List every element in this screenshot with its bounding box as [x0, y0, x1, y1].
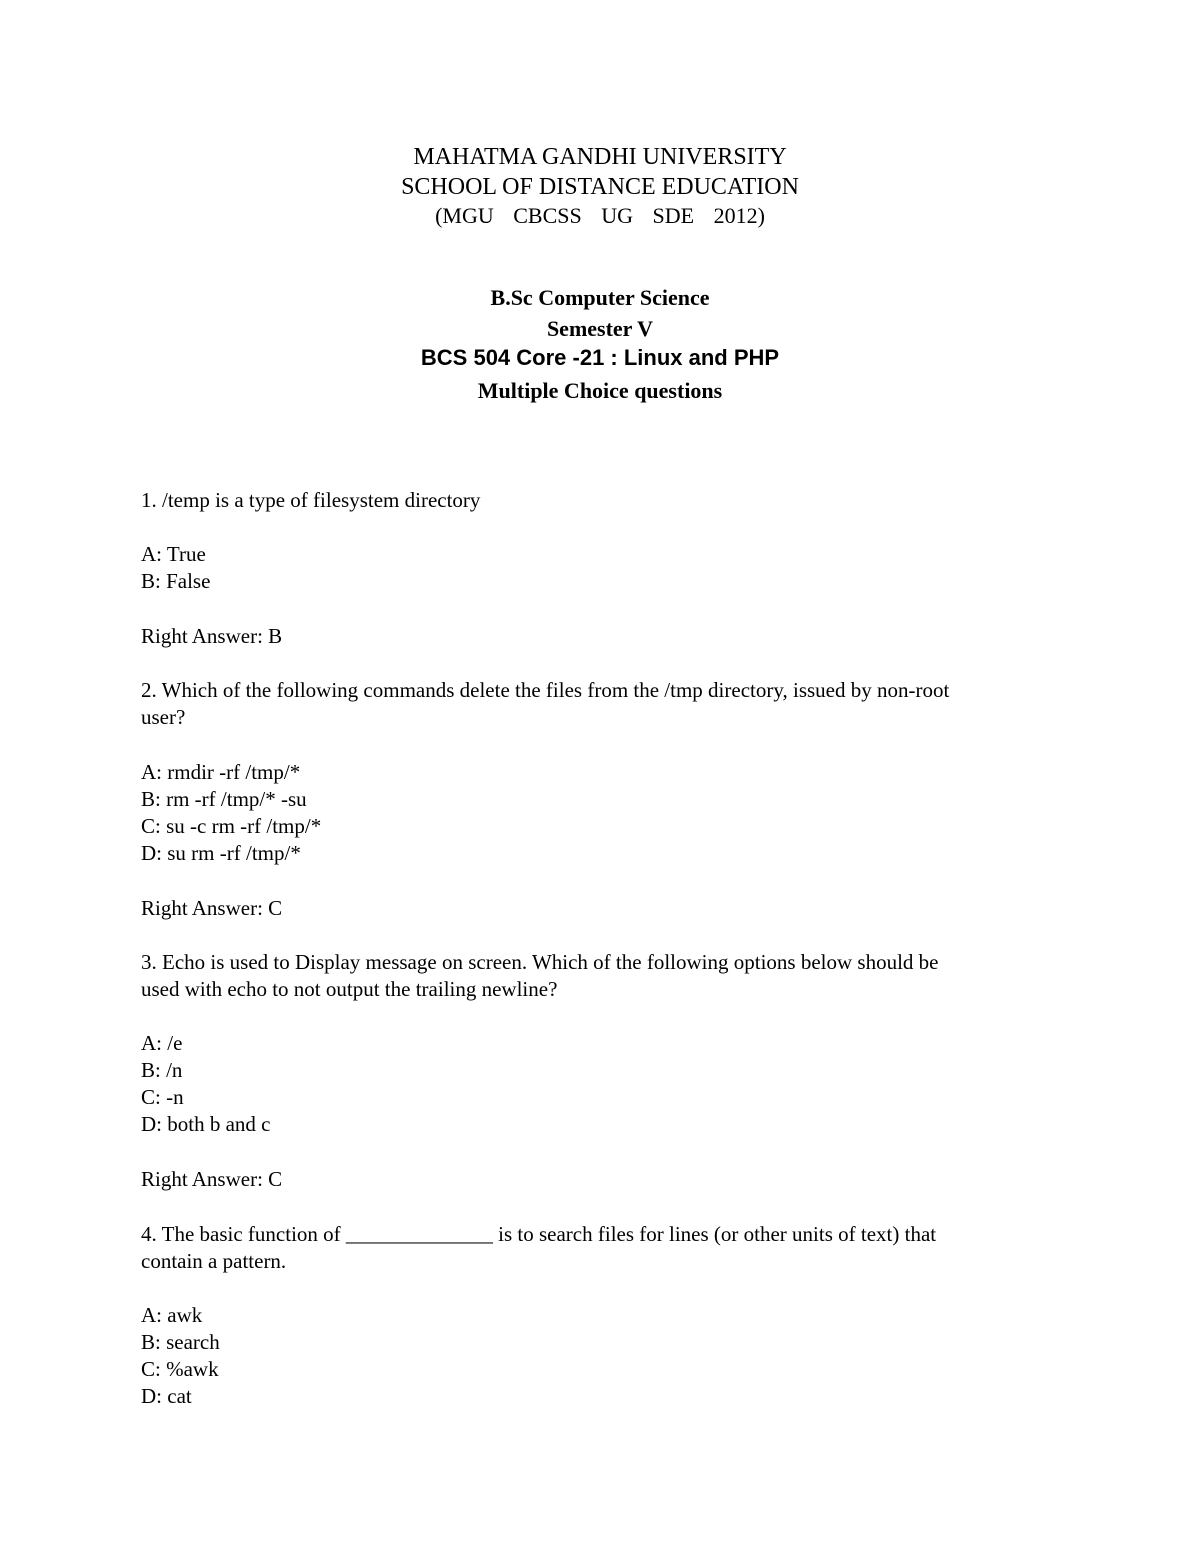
paper-type-title: Multiple Choice questions	[477, 378, 723, 403]
question-3-answer: Right Answer: C	[141, 1167, 283, 1191]
question-3-option-c: C: -n	[141, 1085, 184, 1109]
university-name: MAHATMA GANDHI UNIVERSITY	[413, 144, 787, 170]
question-1-stem: 1. /temp is a type of filesystem directory	[141, 488, 481, 512]
question-3-option-b: B: /n	[141, 1058, 183, 1082]
course-title: BCS 504 Core -21 : Linux and PHP	[420, 345, 780, 370]
question-2-stem-line-2: user?	[141, 705, 186, 729]
question-4-option-d: D: cat	[141, 1384, 192, 1408]
question-4-option-c: C: %awk	[141, 1357, 219, 1381]
question-4-option-b: B: search	[141, 1330, 220, 1354]
question-2-answer: Right Answer: C	[141, 896, 283, 920]
question-2-stem-line-1: 2. Which of the following commands delete the files from the /tmp directory, issued by non-root	[141, 678, 950, 702]
semester-title: Semester V	[546, 316, 654, 341]
question-2-option-d: D: su rm -rf /tmp/*	[141, 841, 301, 865]
question-1-option-a: A: True	[141, 542, 206, 566]
question-2-option-c: C: su -c rm -rf /tmp/*	[141, 814, 322, 838]
school-name: SCHOOL OF DISTANCE EDUCATION	[401, 174, 799, 200]
scheme-line: (MGU CBCSS UG SDE 2012)	[435, 203, 765, 228]
question-3-stem-line-1: 3. Echo is used to Display message on screen. Which of the following options below should be	[141, 950, 939, 974]
question-4-option-a: A: awk	[141, 1303, 203, 1327]
question-4-stem-line-1: 4. The basic function of ______________ is to search files for lines (or other units of text) that	[141, 1222, 937, 1246]
question-3-option-a: A: /e	[141, 1031, 183, 1055]
question-4-stem-line-2: contain a pattern.	[141, 1249, 287, 1273]
question-3-option-d: D: both b and c	[141, 1112, 271, 1136]
programme-title: B.Sc Computer Science	[490, 285, 710, 310]
question-1-answer: Right Answer: B	[141, 624, 283, 648]
question-2-option-b: B: rm -rf /tmp/* -su	[141, 787, 307, 811]
question-2-option-a: A: rmdir -rf /tmp/*	[141, 760, 301, 784]
question-1-option-b: B: False	[141, 569, 211, 593]
question-3-stem-line-2: used with echo to not output the trailing newline?	[141, 977, 558, 1001]
